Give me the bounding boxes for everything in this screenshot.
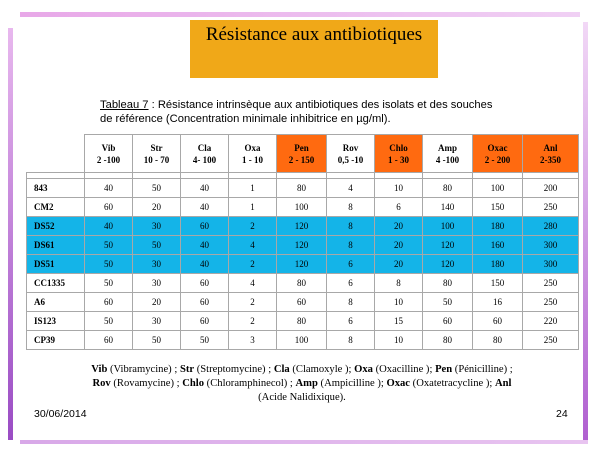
mic-value-cell: 150 [473, 198, 523, 217]
mic-value-cell: 160 [473, 236, 523, 255]
mic-value-cell: 50 [85, 255, 133, 274]
mic-value-cell: 1 [229, 198, 277, 217]
table-row [27, 331, 579, 350]
strain-name-cell: CP39 [27, 331, 85, 350]
mic-value-cell: 60 [85, 293, 133, 312]
table-row [27, 217, 579, 236]
column-header-vib [85, 135, 133, 173]
mic-value-cell: 120 [277, 236, 327, 255]
mic-value-cell: 60 [277, 293, 327, 312]
mic-value-cell: 60 [85, 331, 133, 350]
column-header-chlo [375, 135, 423, 173]
mic-value-cell: 180 [473, 255, 523, 274]
mic-value-cell: 50 [85, 312, 133, 331]
mic-value-cell: 40 [181, 255, 229, 274]
mic-value-cell: 80 [473, 331, 523, 350]
column-header-name: Anl [543, 142, 558, 153]
legend-abbreviation: Str [179, 364, 195, 375]
column-header-range: 1 - 10 [242, 154, 263, 165]
strain-name-cell: CC1335 [27, 274, 85, 293]
mic-value-cell: 50 [85, 236, 133, 255]
legend-abbreviation: Oxa [354, 364, 373, 375]
legend-abbreviation: Cla [273, 364, 290, 375]
mic-value-cell: 50 [133, 236, 181, 255]
table-caption-label: Tableau 7 [100, 99, 149, 111]
mic-value-cell: 300 [523, 255, 579, 274]
mic-value-cell: 60 [181, 217, 229, 236]
strain-name-cell: IS123 [27, 312, 85, 331]
mic-value-cell: 20 [375, 217, 423, 236]
column-header-pen [277, 135, 327, 173]
table-row [27, 179, 579, 198]
mic-value-cell: 140 [423, 198, 473, 217]
mic-value-cell: 40 [85, 217, 133, 236]
mic-value-cell: 40 [181, 198, 229, 217]
mic-value-cell: 10 [375, 293, 423, 312]
mic-value-cell: 8 [327, 331, 375, 350]
slide-title: Résistance aux antibiotiques [205, 24, 423, 45]
table-body [27, 173, 579, 350]
mic-value-cell: 2 [229, 255, 277, 274]
mic-value-cell: 2 [229, 217, 277, 236]
table-corner-cell [27, 135, 85, 173]
column-header-range: 2 -100 [96, 154, 121, 165]
decorative-right-bar [583, 22, 588, 440]
mic-value-cell: 30 [133, 274, 181, 293]
legend-full-name: (Acide Nalidixique). [258, 392, 346, 403]
mic-value-cell: 8 [327, 293, 375, 312]
strain-name-cell: DS52 [27, 217, 85, 236]
column-header-name: Oxa [244, 142, 261, 153]
strain-name-cell: A6 [27, 293, 85, 312]
mic-value-cell: 3 [229, 331, 277, 350]
column-header-range: 2 - 200 [484, 154, 511, 165]
mic-value-cell: 120 [423, 236, 473, 255]
mic-value-cell: 120 [423, 255, 473, 274]
decorative-top-bar [20, 12, 580, 17]
mic-value-cell: 250 [523, 274, 579, 293]
table-row [27, 312, 579, 331]
mic-value-cell: 40 [181, 236, 229, 255]
column-header-name: Chlo [389, 142, 408, 153]
antibiotic-legend [84, 363, 520, 405]
mic-value-cell: 220 [523, 312, 579, 331]
column-header-range: 1 - 30 [388, 154, 409, 165]
mic-value-cell: 80 [423, 331, 473, 350]
mic-value-cell: 80 [423, 179, 473, 198]
column-header-anl [523, 135, 579, 173]
legend-abbreviation: Vib [91, 364, 108, 375]
table-row [27, 255, 579, 274]
mic-value-cell: 4 [229, 236, 277, 255]
mic-value-cell: 100 [473, 179, 523, 198]
mic-value-cell: 80 [277, 179, 327, 198]
mic-value-cell: 180 [473, 217, 523, 236]
mic-value-cell: 2 [229, 293, 277, 312]
mic-value-cell: 8 [327, 236, 375, 255]
mic-value-cell: 20 [133, 293, 181, 312]
mic-value-cell: 60 [181, 274, 229, 293]
mic-value-cell: 80 [277, 274, 327, 293]
mic-value-cell: 60 [423, 312, 473, 331]
mic-value-cell: 8 [327, 217, 375, 236]
column-header-oxac [473, 135, 523, 173]
column-header-oxa [229, 135, 277, 173]
mic-value-cell: 300 [523, 236, 579, 255]
strain-name-cell: DS61 [27, 236, 85, 255]
legend-abbreviation: Anl [495, 378, 512, 389]
decorative-left-bar [8, 28, 13, 440]
mic-value-cell: 10 [375, 331, 423, 350]
column-header-range: 10 - 70 [143, 154, 170, 165]
column-header-range: 2 - 150 [288, 154, 315, 165]
mic-value-cell: 250 [523, 331, 579, 350]
mic-value-cell: 4 [327, 179, 375, 198]
legend-full-name: (Oxatetracycline ); [410, 378, 496, 389]
column-header-name: Amp [437, 142, 457, 153]
mic-value-cell: 16 [473, 293, 523, 312]
table-caption-text: : Résistance intrinsèque aux antibiotiques des isolats et des souches de référence (Concentration minimale inhibitrice en µg/ml). [100, 99, 493, 125]
mic-value-cell: 40 [181, 179, 229, 198]
mic-value-cell: 50 [85, 274, 133, 293]
column-header-name: Str [150, 142, 163, 153]
column-header-amp [423, 135, 473, 173]
column-header-str [133, 135, 181, 173]
table-row [27, 236, 579, 255]
mic-value-cell: 80 [423, 274, 473, 293]
strain-name-cell: DS51 [27, 255, 85, 274]
mic-value-cell: 40 [85, 179, 133, 198]
mic-value-cell: 30 [133, 312, 181, 331]
mic-value-cell: 50 [423, 293, 473, 312]
mic-value-cell: 30 [133, 217, 181, 236]
legend-full-name: (Clamoxyle ); [289, 364, 355, 375]
mic-value-cell: 30 [133, 255, 181, 274]
slide-title-box [190, 20, 438, 78]
legend-full-name: (Oxacilline ); [372, 364, 436, 375]
mic-value-cell: 8 [327, 198, 375, 217]
table-caption [100, 98, 500, 126]
column-header-range: 4 -100 [435, 154, 460, 165]
mic-value-cell: 2 [229, 312, 277, 331]
mic-value-cell: 20 [375, 236, 423, 255]
column-header-name: Cla [197, 142, 212, 153]
legend-abbreviation: Oxac [386, 378, 411, 389]
legend-full-name: (Chloramphinecol) ; [204, 378, 296, 389]
mic-value-cell: 200 [523, 179, 579, 198]
strain-name-cell: CM2 [27, 198, 85, 217]
column-header-range: 2-350 [540, 154, 561, 165]
mic-value-cell: 150 [473, 274, 523, 293]
mic-value-cell: 50 [133, 331, 181, 350]
table-row [27, 274, 579, 293]
column-header-range: 4- 100 [192, 154, 217, 165]
mic-value-cell: 6 [327, 274, 375, 293]
mic-value-cell: 15 [375, 312, 423, 331]
legend-full-name: (Vibramycine) ; [107, 364, 180, 375]
mic-value-cell: 100 [277, 331, 327, 350]
legend-abbreviation: Rov [92, 378, 111, 389]
mic-value-cell: 100 [277, 198, 327, 217]
table-row [27, 293, 579, 312]
mic-value-cell: 250 [523, 293, 579, 312]
mic-value-cell: 4 [229, 274, 277, 293]
legend-full-name: (Pénicilline) ; [452, 364, 513, 375]
legend-abbreviation: Amp [295, 378, 318, 389]
mic-value-cell: 1 [229, 179, 277, 198]
mic-value-cell: 6 [327, 255, 375, 274]
decorative-bottom-bar [20, 440, 588, 444]
mic-value-cell: 50 [133, 179, 181, 198]
mic-value-cell: 50 [181, 331, 229, 350]
legend-full-name: (Rovamycine) ; [110, 378, 183, 389]
column-header-name: Pen [294, 142, 309, 153]
legend-abbreviation: Pen [435, 364, 453, 375]
mic-value-cell: 20 [375, 255, 423, 274]
table-header-row [27, 135, 579, 173]
mic-value-cell: 60 [181, 293, 229, 312]
column-header-rov [327, 135, 375, 173]
column-header-name: Vib [101, 142, 116, 153]
slide-page-number: 24 [556, 408, 568, 420]
mic-value-cell: 120 [277, 255, 327, 274]
slide-date: 30/06/2014 [34, 408, 87, 420]
column-header-name: Rov [342, 142, 359, 153]
column-header-name: Oxac [487, 142, 508, 153]
mic-value-cell: 6 [327, 312, 375, 331]
legend-full-name: (Streptomycine) ; [194, 364, 274, 375]
mic-value-cell: 280 [523, 217, 579, 236]
mic-value-cell: 6 [375, 198, 423, 217]
legend-abbreviation: Chlo [182, 378, 205, 389]
mic-value-cell: 80 [277, 312, 327, 331]
mic-value-cell: 20 [133, 198, 181, 217]
column-header-cla [181, 135, 229, 173]
strain-name-cell: 843 [27, 179, 85, 198]
mic-value-cell: 8 [375, 274, 423, 293]
mic-value-cell: 60 [473, 312, 523, 331]
mic-value-cell: 100 [423, 217, 473, 236]
legend-full-name: (Ampicilline ); [317, 378, 387, 389]
mic-value-cell: 60 [85, 198, 133, 217]
column-header-range: 0,5 -10 [337, 154, 364, 165]
mic-value-cell: 120 [277, 217, 327, 236]
mic-value-cell: 250 [523, 198, 579, 217]
mic-value-cell: 60 [181, 312, 229, 331]
mic-value-cell: 10 [375, 179, 423, 198]
resistance-table [26, 134, 579, 350]
table-row [27, 198, 579, 217]
